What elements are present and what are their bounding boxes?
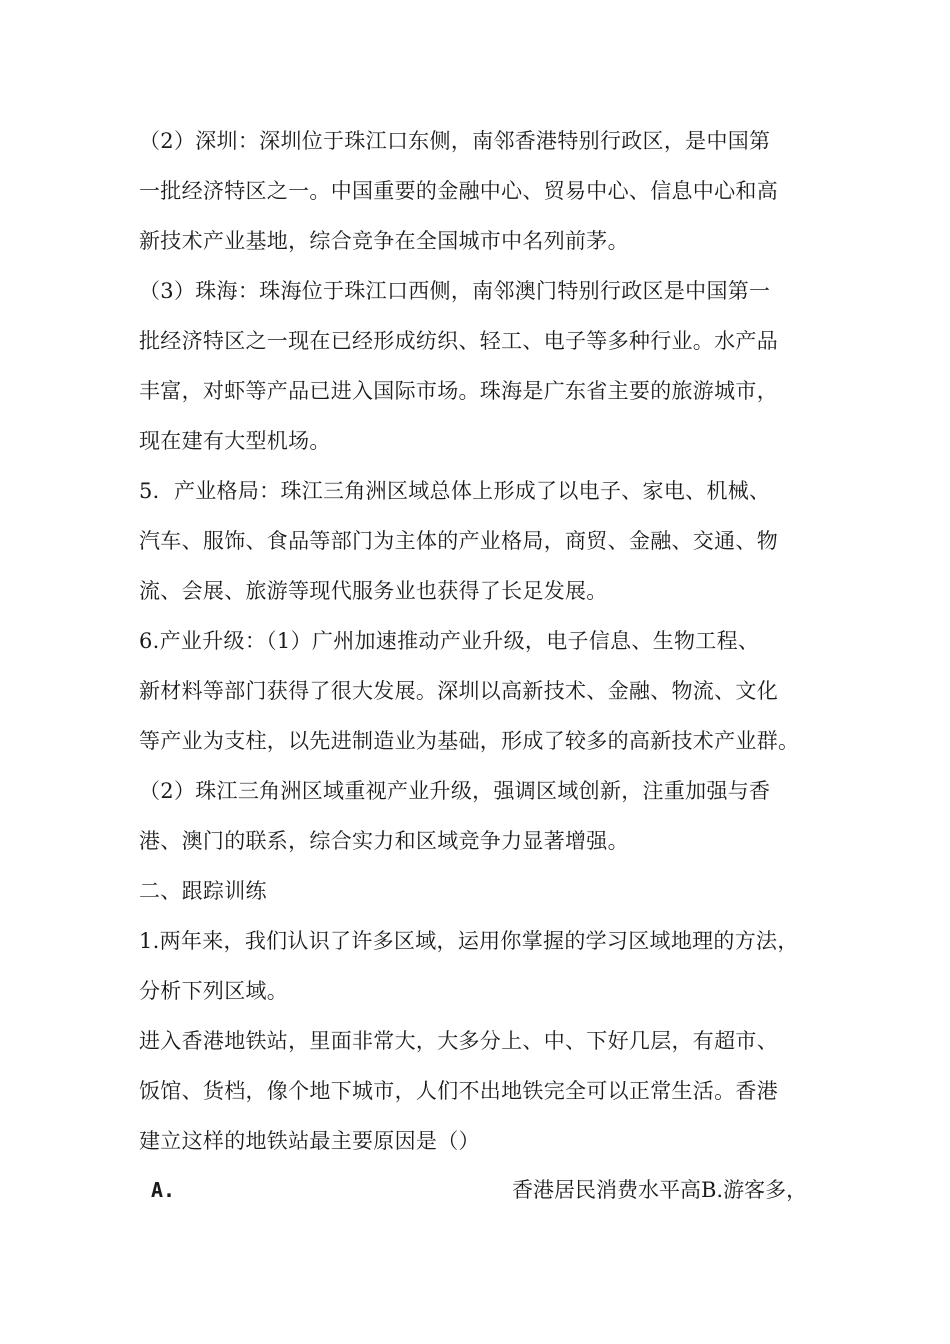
question-line: 1.两年来，我们认识了许多区域，运用你掌握的学习区域地理的方法， <box>139 929 799 953</box>
question-line: 建立这样的地铁站最主要原因是（） <box>139 1129 480 1153</box>
paragraph-line: 5．产业格局：珠江三角洲区域总体上形成了以电子、家电、机械、 <box>139 479 771 503</box>
option-a-text: 香港居民消费水平高B.游客多， <box>512 1178 808 1202</box>
section-heading: 二、跟踪训练 <box>139 879 267 903</box>
paragraph-line: 等产业为支柱，以先进制造业为基础，形成了较多的高新技术产业群。 <box>139 729 800 753</box>
paragraph-line: 6.产业升级：（1）广州加速推动产业升级，电子信息、生物工程、 <box>139 629 760 653</box>
paragraph-line: （2）珠江三角洲区域重视产业升级，强调区域创新，注重加强与香 <box>139 779 771 803</box>
question-line: 分析下列区域。 <box>139 979 289 1003</box>
paragraph-line: 汽车、服饰、食品等部门为主体的产业格局，商贸、金融、交通、物 <box>139 529 778 553</box>
option-a-label: A. <box>151 1178 176 1202</box>
paragraph-line: （2）深圳：深圳位于珠江口东侧，南邻香港特别行政区，是中国第 <box>139 129 771 153</box>
paragraph-line: 新技术产业基地，综合竞争在全国城市中名列前茅。 <box>139 229 629 253</box>
paragraph-line: （3）珠海：珠海位于珠江口西侧，南邻澳门特别行政区是中国第一 <box>139 279 771 303</box>
paragraph-line: 批经济特区之一现在已经形成纺织、轻工、电子等多种行业。水产品 <box>139 329 778 353</box>
question-line: 饭馆、货档，像个地下城市，人们不出地铁完全可以正常生活。香港 <box>139 1079 778 1103</box>
paragraph-line: 现在建有大型机场。 <box>139 429 331 453</box>
paragraph-line: 丰富，对虾等产品已进入国际市场。珠海是广东省主要的旅游城市， <box>139 379 778 403</box>
paragraph-line: 一批经济特区之一。中国重要的金融中心、贸易中心、信息中心和高 <box>139 179 778 203</box>
question-line: 进入香港地铁站，里面非常大，大多分上、中、下好几层，有超市、 <box>139 1029 778 1053</box>
paragraph-line: 港、澳门的联系，综合实力和区域竞争力显著增强。 <box>139 829 629 853</box>
paragraph-line: 流、会展、旅游等现代服务业也获得了长足发展。 <box>139 579 608 603</box>
paragraph-line: 新材料等部门获得了很大发展。深圳以高新技术、金融、物流、文化 <box>139 679 778 703</box>
